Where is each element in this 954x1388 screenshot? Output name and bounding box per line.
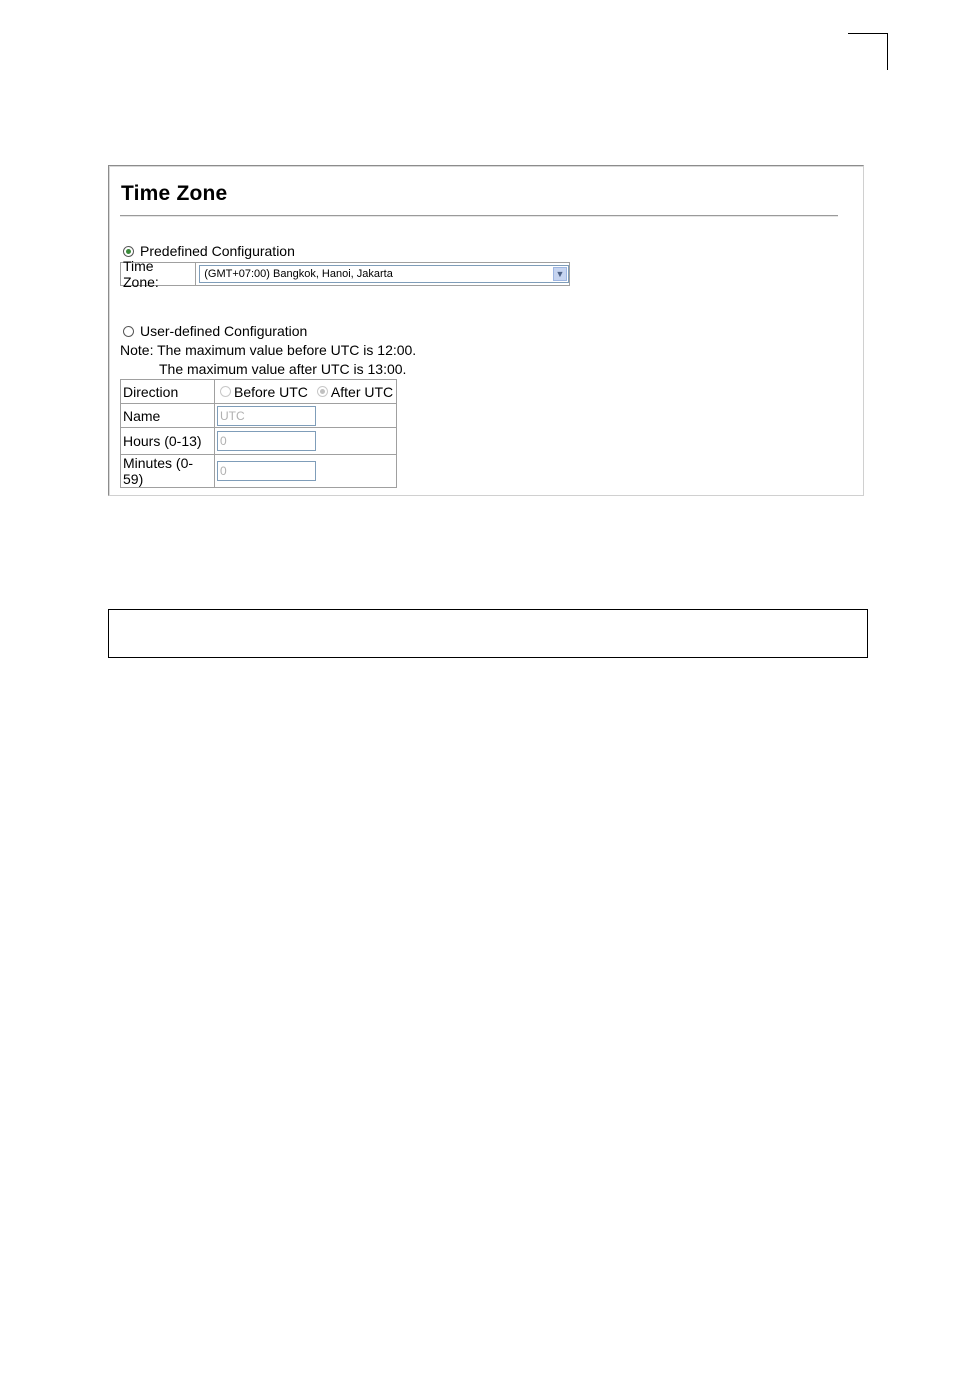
direction-row bbox=[121, 380, 397, 404]
time-zone-label: Time Zone: bbox=[121, 263, 196, 285]
predefined-config-radio[interactable] bbox=[123, 246, 134, 257]
empty-frame bbox=[108, 609, 868, 658]
user-defined-config-option[interactable] bbox=[123, 323, 307, 339]
direction-label: Direction bbox=[121, 380, 215, 404]
hours-row bbox=[121, 428, 397, 455]
name-row bbox=[121, 404, 397, 428]
minutes-cell bbox=[215, 455, 397, 488]
name-cell bbox=[215, 404, 397, 428]
note-line-2: The maximum value after UTC is 13:00. bbox=[159, 361, 407, 377]
predefined-config-label: Predefined Configuration bbox=[140, 243, 295, 259]
time-zone-select[interactable] bbox=[199, 265, 569, 283]
title-divider bbox=[120, 215, 838, 217]
page-corner-mark-vertical bbox=[887, 33, 888, 70]
predefined-config-option[interactable] bbox=[123, 243, 295, 259]
time-zone-panel bbox=[108, 165, 864, 496]
minutes-label: Minutes (0-59) bbox=[121, 455, 215, 488]
hours-input[interactable]: 0 bbox=[217, 431, 316, 451]
name-input[interactable]: UTC bbox=[217, 406, 316, 426]
user-defined-config-label: User-defined Configuration bbox=[140, 323, 308, 339]
hours-cell bbox=[215, 428, 397, 455]
user-defined-config-radio[interactable] bbox=[123, 326, 134, 337]
page-corner-mark-horizontal bbox=[848, 33, 888, 34]
minutes-input[interactable]: 0 bbox=[217, 461, 316, 481]
hours-label: Hours (0-13) bbox=[121, 428, 215, 455]
time-zone-selected-value: (GMT+07:00) Bangkok, Hanoi, Jakarta bbox=[204, 268, 393, 280]
page-title: Time Zone bbox=[121, 182, 228, 205]
name-label: Name bbox=[121, 404, 215, 428]
direction-options bbox=[215, 380, 397, 404]
after-utc-radio[interactable] bbox=[317, 386, 328, 397]
minutes-row bbox=[121, 455, 397, 488]
before-utc-radio[interactable] bbox=[220, 386, 231, 397]
before-utc-label: Before UTC bbox=[234, 383, 308, 400]
user-defined-table bbox=[120, 379, 397, 488]
chevron-down-icon[interactable]: ▼ bbox=[553, 267, 567, 281]
time-zone-row bbox=[120, 258, 570, 290]
after-utc-label: After UTC bbox=[330, 383, 394, 400]
note-line-1: Note: The maximum value before UTC is 12:00. bbox=[120, 342, 417, 358]
